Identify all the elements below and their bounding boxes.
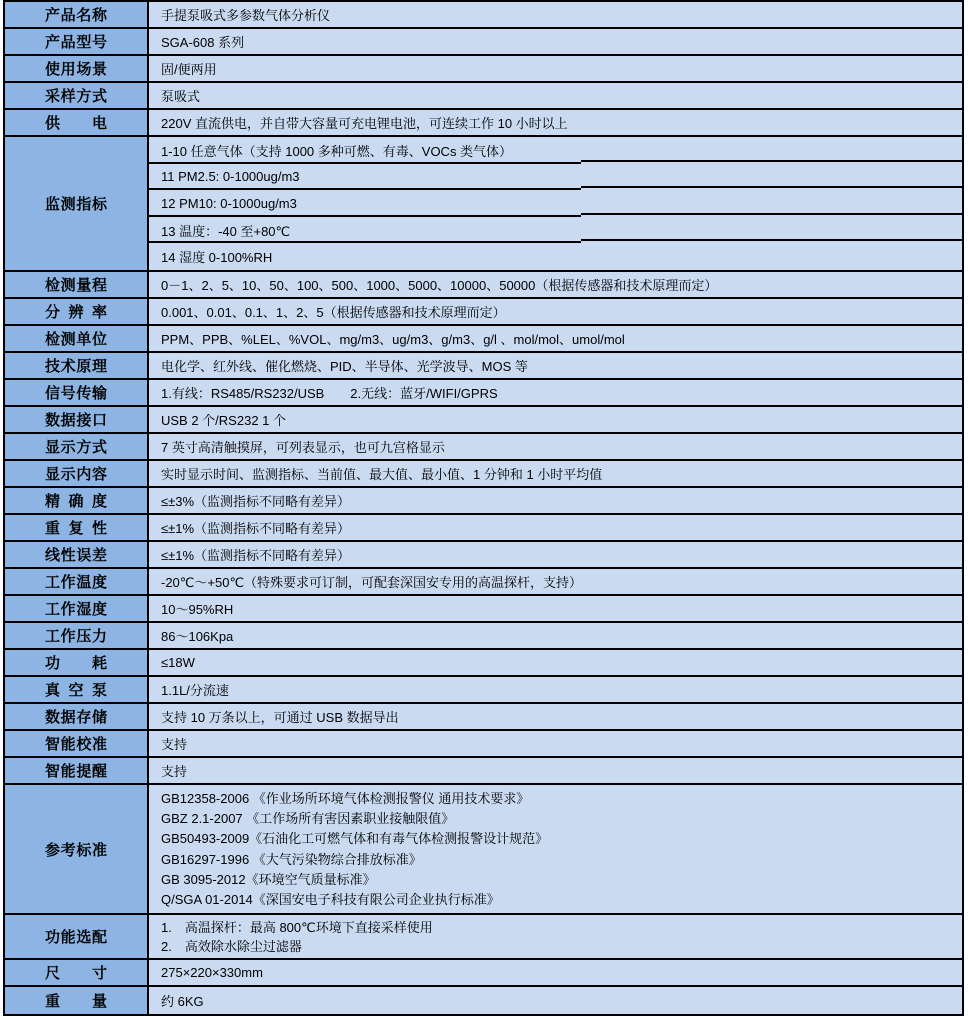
divider-segment-right [581,186,962,188]
reference-standards-list [149,785,962,913]
value-vacuum-pump: 1.1L/分流速 [149,677,962,702]
reference-standard-item: GBZ 2.1-2007 《工作场所有害因素职业接触限值》 [161,810,455,826]
monitor-item [149,137,962,164]
value-smart-calibration: 支持 [149,731,962,756]
label-text: 采样方式 [45,88,107,105]
label-text: 智能校准 [45,736,107,753]
label-text: 信号传输 [45,385,107,402]
value-repeatability: ≤±1%（监测指标不同略有差异） [149,515,962,540]
label-cell-smart-calibration [5,731,149,756]
row-data-storage [5,704,962,731]
label-cell-power-supply [5,110,149,135]
value-data-storage: 支持 10 万条以上，可通过 USB 数据导出 [149,704,962,729]
label-text: 功 耗 [45,655,107,672]
row-power-consumption [5,650,962,677]
row-reference-standards [5,785,962,915]
value-detection-unit: PPM、PPB、%LEL、%VOL、mg/m3、ug/m3、g/m3、g/l 、mol/mol、umol/mol [149,326,962,351]
label-cell-detection-unit [5,326,149,351]
label-cell-sampling-method [5,83,149,108]
label-cell-data-storage [5,704,149,729]
label-cell-resolution [5,299,149,324]
value-data-interface: USB 2 个/RS232 1 个 [149,407,962,432]
label-cell-display-content [5,461,149,486]
label-cell-working-humidity [5,596,149,621]
label-text: 监测指标 [45,196,107,213]
row-repeatability [5,515,962,542]
value-power-supply: 220V 直流供电，并自带大容量可充电锂电池，可连续工作 10 小时以上 [149,110,962,135]
monitor-item-text: 12 PM10: 0-1000ug/m3 [161,195,297,211]
divider-segment-right [581,160,962,162]
label-text: 精 确 度 [45,493,107,510]
label-text: 产品名称 [45,7,107,24]
reference-standard-item: GB50493-2009《石油化工可燃气体和有毒气体检测报警设计规范》 [161,831,549,847]
value-sampling-method: 泵吸式 [149,83,962,108]
value-display-content: 实时显示时间、监测指标、当前值、最大值、最小值、1 分钟和 1 小时平均值 [149,461,962,486]
monitor-item [149,164,962,191]
label-text: 产品型号 [45,34,107,51]
label-text: 检测量程 [45,277,107,294]
row-product-model [5,29,962,56]
label-text: 参考标准 [45,841,107,859]
label-cell-dimensions [5,960,149,985]
label-text: 工作湿度 [45,601,107,618]
product-spec-table [3,0,964,1016]
monitor-items-list [149,137,962,270]
label-text: 显示内容 [45,466,107,483]
row-sampling-method [5,83,962,110]
optional-features-list [149,915,962,958]
row-technical-principle [5,353,962,380]
label-text: 线性误差 [45,547,107,564]
row-usage-scene [5,56,962,83]
label-cell-product-model [5,29,149,54]
label-cell-working-pressure [5,623,149,648]
label-cell-signal-transmission [5,380,149,405]
row-signal-transmission [5,380,962,407]
label-cell-repeatability [5,515,149,540]
value-working-humidity: 10～95%RH [149,596,962,621]
row-resolution [5,299,962,326]
label-text: 工作压力 [45,628,107,645]
value-working-temperature: -20℃～+50℃（特殊要求可订制，可配套深国安专用的高温探杆，支持） [149,569,962,594]
row-vacuum-pump [5,677,962,704]
label-text: 显示方式 [45,439,107,456]
label-cell-monitor-indicators [5,137,149,270]
value-power-consumption: ≤18W [149,650,962,675]
label-cell-display-mode [5,434,149,459]
reference-standard-item: GB12358-2006 《作业场所环境气体检测报警仪 通用技术要求》 [161,790,530,806]
divider-segment-right [581,213,962,215]
monitor-item [149,217,962,244]
label-text: 供 电 [45,115,107,132]
reference-standard-item: GB16297-1996 《大气污染物综合排放标准》 [161,851,422,867]
label-text: 数据存储 [45,709,107,726]
label-text: 数据接口 [45,412,107,429]
label-text: 真 空 泵 [45,682,107,699]
label-cell-linearity-error [5,542,149,567]
value-detection-range: 0－1、2、5、10、50、100、500、1000、5000、10000、50000（根据传感器和技术原理而定） [149,272,962,297]
label-cell-accuracy [5,488,149,513]
label-cell-reference-standards [5,785,149,913]
monitor-item-text: 14 湿度 0-100%RH [161,250,273,266]
row-display-content [5,461,962,488]
row-working-temperature [5,569,962,596]
row-smart-calibration [5,731,962,758]
label-cell-technical-principle [5,353,149,378]
label-text: 使用场景 [45,61,107,78]
value-signal-transmission: 1.有线：RS485/RS232/USB 2.无线：蓝牙/WIFI/GPRS [149,380,962,405]
label-text: 智能提醒 [45,763,107,780]
monitor-item [149,190,962,217]
row-monitor-indicators [5,137,962,272]
label-text: 尺 寸 [45,965,107,982]
row-display-mode [5,434,962,461]
value-linearity-error: ≤±1%（监测指标不同略有差异） [149,542,962,567]
label-cell-power-consumption [5,650,149,675]
row-data-interface [5,407,962,434]
value-working-pressure: 86～106Kpa [149,623,962,648]
label-cell-optional-features [5,915,149,958]
label-text: 分 辨 率 [45,304,107,321]
row-product-name [5,2,962,29]
row-linearity-error [5,542,962,569]
row-dimensions [5,960,962,987]
label-cell-usage-scene [5,56,149,81]
row-optional-features [5,915,962,960]
reference-standard-item: GB 3095-2012《环境空气质量标准》 [161,871,376,887]
label-text: 工作温度 [45,574,107,591]
value-weight: 约 6KG [149,987,962,1014]
value-product-name: 手提泵吸式多参数气体分析仪 [149,2,962,27]
label-text: 重 量 [45,993,107,1010]
label-text: 功能选配 [45,929,107,946]
value-accuracy: ≤±3%（监测指标不同略有差异） [149,488,962,513]
label-cell-product-name [5,2,149,27]
value-technical-principle: 电化学、红外线、催化燃烧、PID、半导体、光学波导、MOS 等 [149,353,962,378]
value-usage-scene: 固/便两用 [149,56,962,81]
row-smart-reminder [5,758,962,785]
monitor-item [149,243,962,270]
value-resolution: 0.001、0.01、0.1、1、2、5（根据传感器和技术原理而定） [149,299,962,324]
monitor-item-text: 13 温度：-40 至+80℃ [161,223,291,239]
optional-feature-item: 1. 高温探杆：最高 800℃环境下直接采样使用 [161,920,433,935]
divider-segment-right [581,239,962,241]
monitor-item-text: 11 PM2.5: 0-1000ug/m3 [161,169,300,185]
label-cell-data-interface [5,407,149,432]
row-working-humidity [5,596,962,623]
label-cell-detection-range [5,272,149,297]
row-detection-unit [5,326,962,353]
value-dimensions: 275×220×330mm [149,960,962,985]
label-text: 技术原理 [45,358,107,375]
label-cell-working-temperature [5,569,149,594]
monitor-item-text: 1-10 任意气体（支持 1000 多种可燃、有毒、VOCs 类气体） [161,143,513,159]
value-display-mode: 7 英寸高清触摸屏，可列表显示，也可九宫格显示 [149,434,962,459]
value-smart-reminder: 支持 [149,758,962,783]
reference-standard-item: Q/SGA 01-2014《深国安电子科技有限公司企业执行标准》 [161,892,500,908]
row-power-supply [5,110,962,137]
value-product-model: SGA-608 系列 [149,29,962,54]
optional-feature-item: 2. 高效除水除尘过滤器 [161,939,302,954]
row-accuracy [5,488,962,515]
label-text: 重 复 性 [45,520,107,537]
label-cell-vacuum-pump [5,677,149,702]
label-cell-smart-reminder [5,758,149,783]
label-text: 检测单位 [45,331,107,348]
row-working-pressure [5,623,962,650]
row-detection-range [5,272,962,299]
